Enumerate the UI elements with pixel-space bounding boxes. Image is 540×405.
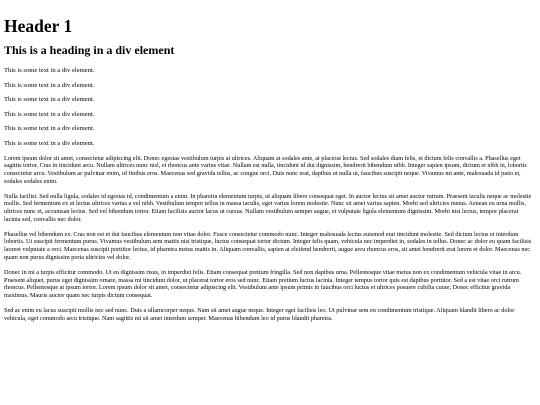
body-paragraph: Donec in mi a turpis efficitur commodo. Ut eu dignissim risus, in imperdiet felis. Etiam consequat pretium fringilla. Sed non dapibus urna. Pellentesque vitae metus non ex condimentum vehicula vitae in arcu. Praesent aliquet, purus eget dignissim ornare, massa mi tincidunt dolor, ut placerat tortor eros sed nunc. Etiam pretium luctus lacinia. Integer tempus tortor quis est dapibus porttitor. Sed a est vitae orci rutrum rhoncus. Pellentesque at ipsum tortor. Lorem ipsum dolor sit amet, consectetur adipiscing elit. Vestibulum ante ipsum primis in faucibus orci luctus et ultrices posuere cubilia curae; Donec efficitur gravida maximus. Mauris auctor quam nec turpis dictum consequat. [4,268,522,299]
div-heading: This is a heading in a div element [4,43,175,57]
body-paragraph: Sed ac enim eu lacus suscipit mollis nec sed nunc. Duis a ullamcorper neque. Nam sit amet augue neque. Integer eget facilisis leo. Ut pulvinar sem eu condimentum tristique. Aliquam blandit libero ac dolor vehicula, eget commodo arcu tristique. Nam sagittis mi sit amet interdum semper. Maecenas bibendum leo id purus blandit pharetra. [4,307,515,322]
body-paragraph: Nulla facilisi. Sed nulla ligula, sodales id egestas id, condimentum a enim. In pharetra elementum turpis, ut aliquam libero consequat eget. In auctor lectus sit amet auctor rutrum. Praesent iaculis neque ac molestie mollis. Sed fermentum ex ut lectus ultrices varius a vel nibh. Vestibulum tempor tellus in massa iaculis, eget varius lorem molestie. Nunc sit amet varius sapien. Morbi sed ultricies metus. Aenean eu urna mollis, ultrices nunc et, accumsan lectus. Sed vel bibendum tortor. Etiam facilisis auctor lacus ut cursus. Nullam vestibulum semper augue, et vulputate ligula elementum dignissim. Morbi nisi lectus, tempor placerat lacinia sed, convallis nec dolor. [4,192,532,223]
div-text-line: This is some text in a div element. [4,67,95,74]
body-paragraph: Lorem ipsum dolor sit amet, consectetur adipiscing elit. Donec egestas vestibulum turpis at ultrices. Aliquam at sodales ante, at placerat lectus. Sed sodales diam felis, et dictum felis convallis a. Phasellus eget sagittis tortor. Cras in tincidunt arcu. Nullam ultrices nunc nisl, et rhoncus ante varius vitae. Nullam est nulla, tincidunt id dui dignissim, hendrerit bibendum nibh. Integer sapien ipsum, dictum et nibh in, lobortis consectetur arcu. Vestibulum ac pulvinar enim, id finibus eros. Maecenas sed gravida tellus, ac congue orci. Duis nunc erat, dapibus ut nulla ut, faucibus suscipit neque. Vivamus mi ante, malesuada id justo et, sodales sodales enim. [4,154,527,185]
div-text-line: This is some text in a div element. [4,125,95,133]
div-text-line: This is some text in a div element. [4,81,95,89]
div-text-line: This is some text in a div element. [4,139,95,147]
div-section [4,43,536,147]
div-text-line: This is some text in a div element. [4,110,95,118]
paragraph-section [4,155,536,323]
div-text-line: This is some text in a div element. [4,96,95,104]
body-paragraph: Phasellus vel bibendum ex. Cras non est et dui faucibus elementum non vitae dolor. Fusce consectetur commodo nunc. Integer malesuada lectus euismod erat tincidunt molestie. Sed dictum lectus et interdum lobortis. Ut suscipit fermentum purus. Vivamus vestibulum sem mattis nisi tristique, luctus consequat tortor dictum. Integer felis quam, vehicula nec imperdiet in, sodales in tellus. Donec ac dolor eu quam facilisis laoreet vulputate a orci. Maecenas suscipit porttitor lectus, id pharetra metus mattis in. Aliquam convallis, sapien at eleifend hendrerit, augue arcu rhoncus eros, sit amet hendrerit erat lorem et dolor. Maecenas nec quam non purus dignissim porta ultricies vel dolor. [4,230,532,261]
page-title: Header 1 [4,16,73,36]
